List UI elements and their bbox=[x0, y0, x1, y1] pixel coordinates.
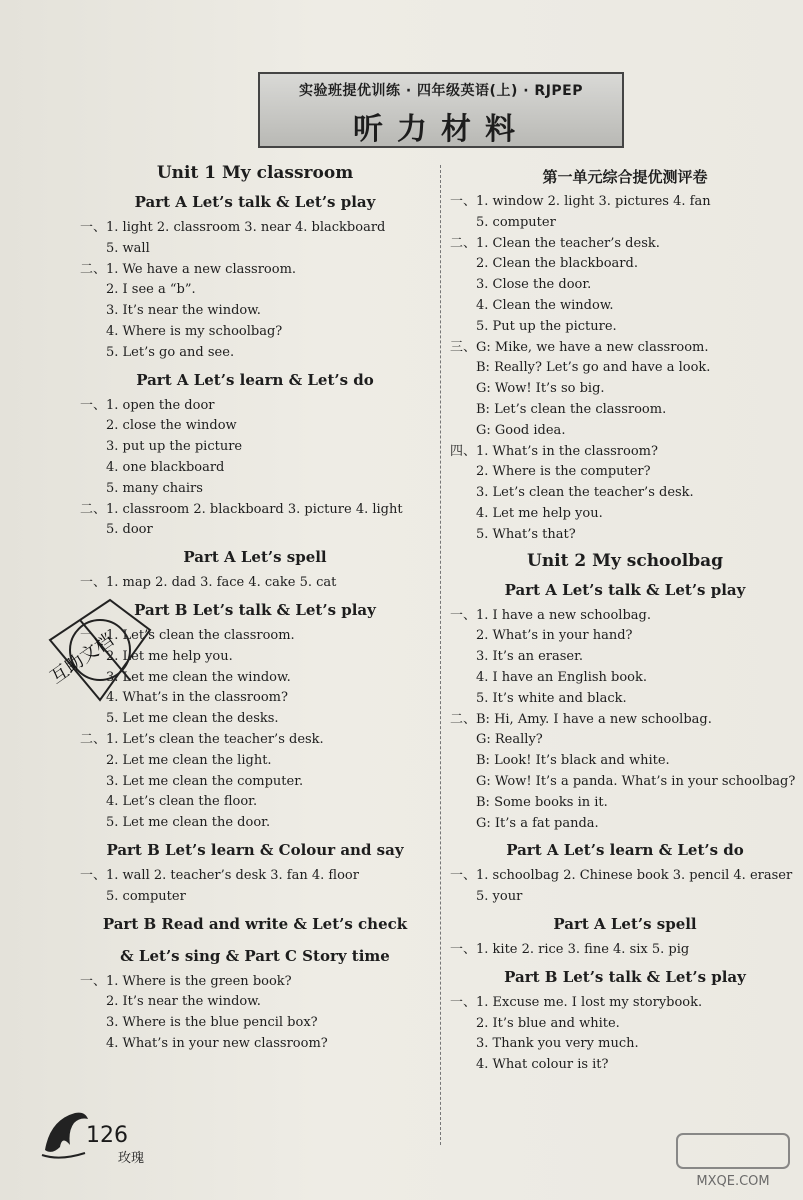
left-section-3-line: 4. Let’s clean the floor. bbox=[106, 794, 258, 810]
right-section-1-line: 一、1. schoolbag 2. Chinese book 3. pencil 4. eraser bbox=[450, 868, 793, 884]
left-section-5-line: 4. What’s in your new classroom? bbox=[106, 1035, 328, 1051]
left-section-5-title: Part B Read and write & Let’s check bbox=[102, 914, 408, 933]
test-line: 一、1. window 2. light 3. pictures 4. fan bbox=[450, 194, 711, 209]
test-line: 2. Where is the computer? bbox=[476, 464, 651, 480]
test-line: 四、1. What’s in the classroom? bbox=[450, 443, 658, 459]
right-section-0-line: 一、1. I have a new schoolbag. bbox=[450, 607, 651, 623]
left-section-5-line: 3. Where is the blue pencil box? bbox=[106, 1015, 318, 1031]
left-section-0-title: Part A Let’s talk & Let’s play bbox=[134, 193, 376, 211]
left-section-0-line: 2. I see a “b”. bbox=[106, 282, 196, 298]
watermark-text: MXQE.COM bbox=[696, 1174, 770, 1189]
left-section-4-title: Part B Let’s learn & Colour and say bbox=[106, 840, 404, 859]
test-line: 5. What’s that? bbox=[476, 526, 576, 542]
test-line: 三、G: Mike, we have a new classroom. bbox=[450, 339, 709, 355]
test-line: 2. Clean the blackboard. bbox=[476, 256, 638, 272]
left-section-0-line: 3. It’s near the window. bbox=[106, 303, 261, 319]
right-section-0-line: G: Wow! It’s a panda. What’s in your schoolbag? bbox=[476, 773, 796, 789]
unit-1-test-lines bbox=[450, 192, 800, 546]
left-section-3-line: 5. Let me clean the desks. bbox=[106, 711, 279, 727]
page-number: 126 bbox=[86, 1123, 128, 1148]
left-section-3-title: Part B Let’s talk & Let’s play bbox=[134, 600, 376, 619]
left-section-1-line: 2. close the window bbox=[106, 418, 237, 434]
left-section-0-line: 一、1. light 2. classroom 3. near 4. blackboard bbox=[80, 220, 386, 235]
unit-2-sections bbox=[450, 574, 800, 1076]
stamp-watermark bbox=[40, 580, 160, 720]
right-section-3-line: 2. It’s blue and white. bbox=[476, 1015, 620, 1031]
header-title: 听力材料 bbox=[353, 112, 529, 147]
left-section-1-line: 4. one blackboard bbox=[106, 459, 225, 475]
site-watermark bbox=[673, 1130, 793, 1190]
test-line: B: Really? Let’s go and have a look. bbox=[476, 360, 711, 376]
left-section-1-line: 二、1. classroom 2. blackboard 3. picture 4. light bbox=[80, 501, 403, 517]
test-line: G: Wow! It’s so big. bbox=[476, 381, 605, 397]
left-section-3-line: 3. Let me clean the window. bbox=[106, 669, 291, 685]
unit-2-title: Unit 2 My schoolbag bbox=[527, 550, 723, 571]
right-section-2-line: 一、1. kite 2. rice 3. fine 4. six 5. pig bbox=[450, 941, 690, 957]
right-section-0-line: B: Look! It’s black and white. bbox=[476, 753, 670, 769]
left-section-3-line: 3. Let me clean the computer. bbox=[106, 773, 304, 789]
left-section-4-line: 一、1. wall 2. teacher’s desk 3. fan 4. floor bbox=[80, 867, 359, 883]
test-line: 4. Clean the window. bbox=[476, 297, 614, 313]
right-section-2-title: Part A Let’s spell bbox=[553, 914, 697, 933]
left-section-1-line: 一、1. open the door bbox=[80, 397, 215, 413]
test-line: 5. Put up the picture. bbox=[476, 318, 617, 334]
footer bbox=[40, 1105, 170, 1165]
test-line: 4. Let me help you. bbox=[476, 505, 603, 521]
stamp-text: 互助文档 bbox=[46, 629, 118, 689]
left-section-0-line: 二、1. We have a new classroom. bbox=[80, 261, 297, 277]
right-section-0-line: 3. It’s an eraser. bbox=[476, 649, 584, 665]
left-section-4-line: 5. computer bbox=[106, 888, 186, 904]
left-section-3-line: 二、1. Let’s clean the teacher’s desk. bbox=[80, 731, 324, 747]
left-section-5-line: 一、1. Where is the green book? bbox=[80, 973, 292, 989]
right-section-0-line: 5. It’s white and black. bbox=[476, 690, 627, 706]
right-section-3-line: 一、1. Excuse me. I lost my storybook. bbox=[450, 994, 703, 1010]
right-section-3-title: Part B Let’s talk & Let’s play bbox=[504, 967, 746, 986]
right-section-1-line: 5. your bbox=[476, 889, 523, 905]
column-divider bbox=[440, 165, 441, 1145]
left-section-3-line: 一、1. Let’s clean the classroom. bbox=[80, 627, 295, 643]
left-section-0-line: 4. Where is my schoolbag? bbox=[106, 323, 283, 339]
right-section-0-line: 二、B: Hi, Amy. I have a new schoolbag. bbox=[450, 711, 712, 727]
unit-1-test-title: 第一单元综合提优测评卷 bbox=[542, 168, 708, 186]
right-column bbox=[450, 160, 800, 1076]
left-section-3-line: 2. Let me help you. bbox=[106, 648, 233, 664]
left-section-1-title: Part A Let’s learn & Let’s do bbox=[136, 370, 374, 389]
test-line: 二、1. Clean the teacher’s desk. bbox=[450, 235, 660, 251]
right-section-1-title: Part A Let’s learn & Let’s do bbox=[506, 841, 744, 860]
footer-label: 玫瑰 bbox=[118, 1151, 145, 1166]
left-section-2-title: Part A Let’s spell bbox=[183, 548, 327, 567]
right-section-3-line: 3. Thank you very much. bbox=[476, 1036, 639, 1052]
left-section-2-line: 一、1. map 2. dad 3. face 4. cake 5. cat bbox=[80, 575, 337, 591]
right-section-0-line: 4. I have an English book. bbox=[476, 669, 648, 685]
left-section-5-title-2: & Let’s sing & Part C Story time bbox=[120, 946, 390, 965]
right-section-0-title: Part A Let’s talk & Let’s play bbox=[504, 580, 746, 599]
test-line: G: Good idea. bbox=[476, 422, 566, 438]
left-section-3-line: 2. Let me clean the light. bbox=[106, 752, 272, 768]
unit-1-title: Unit 1 My classroom bbox=[156, 163, 354, 183]
left-section-5-line: 2. It’s near the window. bbox=[106, 994, 261, 1010]
right-section-0-line: 2. What’s in your hand? bbox=[476, 628, 633, 644]
left-section-3-line: 5. Let me clean the door. bbox=[106, 815, 271, 831]
right-section-3-line: 4. What colour is it? bbox=[476, 1057, 609, 1073]
left-section-0-line: 5. wall bbox=[106, 240, 150, 256]
test-line: B: Let’s clean the classroom. bbox=[476, 401, 667, 417]
right-section-0-line: B: Some books in it. bbox=[476, 794, 608, 810]
left-section-1-line: 3. put up the picture bbox=[106, 439, 243, 455]
dolphin-logo bbox=[40, 1105, 90, 1160]
right-section-0-line: G: Really? bbox=[476, 732, 543, 748]
left-section-0-line: 5. Let’s go and see. bbox=[106, 344, 235, 360]
left-section-3-line: 4. What’s in the classroom? bbox=[106, 690, 288, 706]
test-line: 3. Let’s clean the teacher’s desk. bbox=[476, 485, 694, 501]
left-section-1-line: 5. door bbox=[106, 522, 153, 538]
header-banner bbox=[258, 72, 624, 148]
right-section-0-line: G: It’s a fat panda. bbox=[476, 815, 599, 831]
left-section-1-line: 5. many chairs bbox=[106, 480, 203, 496]
test-line: 3. Close the door. bbox=[476, 277, 592, 293]
header-subtitle: 实验班提优训练 · 四年级英语(上) · RJPEP bbox=[298, 83, 583, 99]
test-line: 5. computer bbox=[476, 214, 556, 230]
